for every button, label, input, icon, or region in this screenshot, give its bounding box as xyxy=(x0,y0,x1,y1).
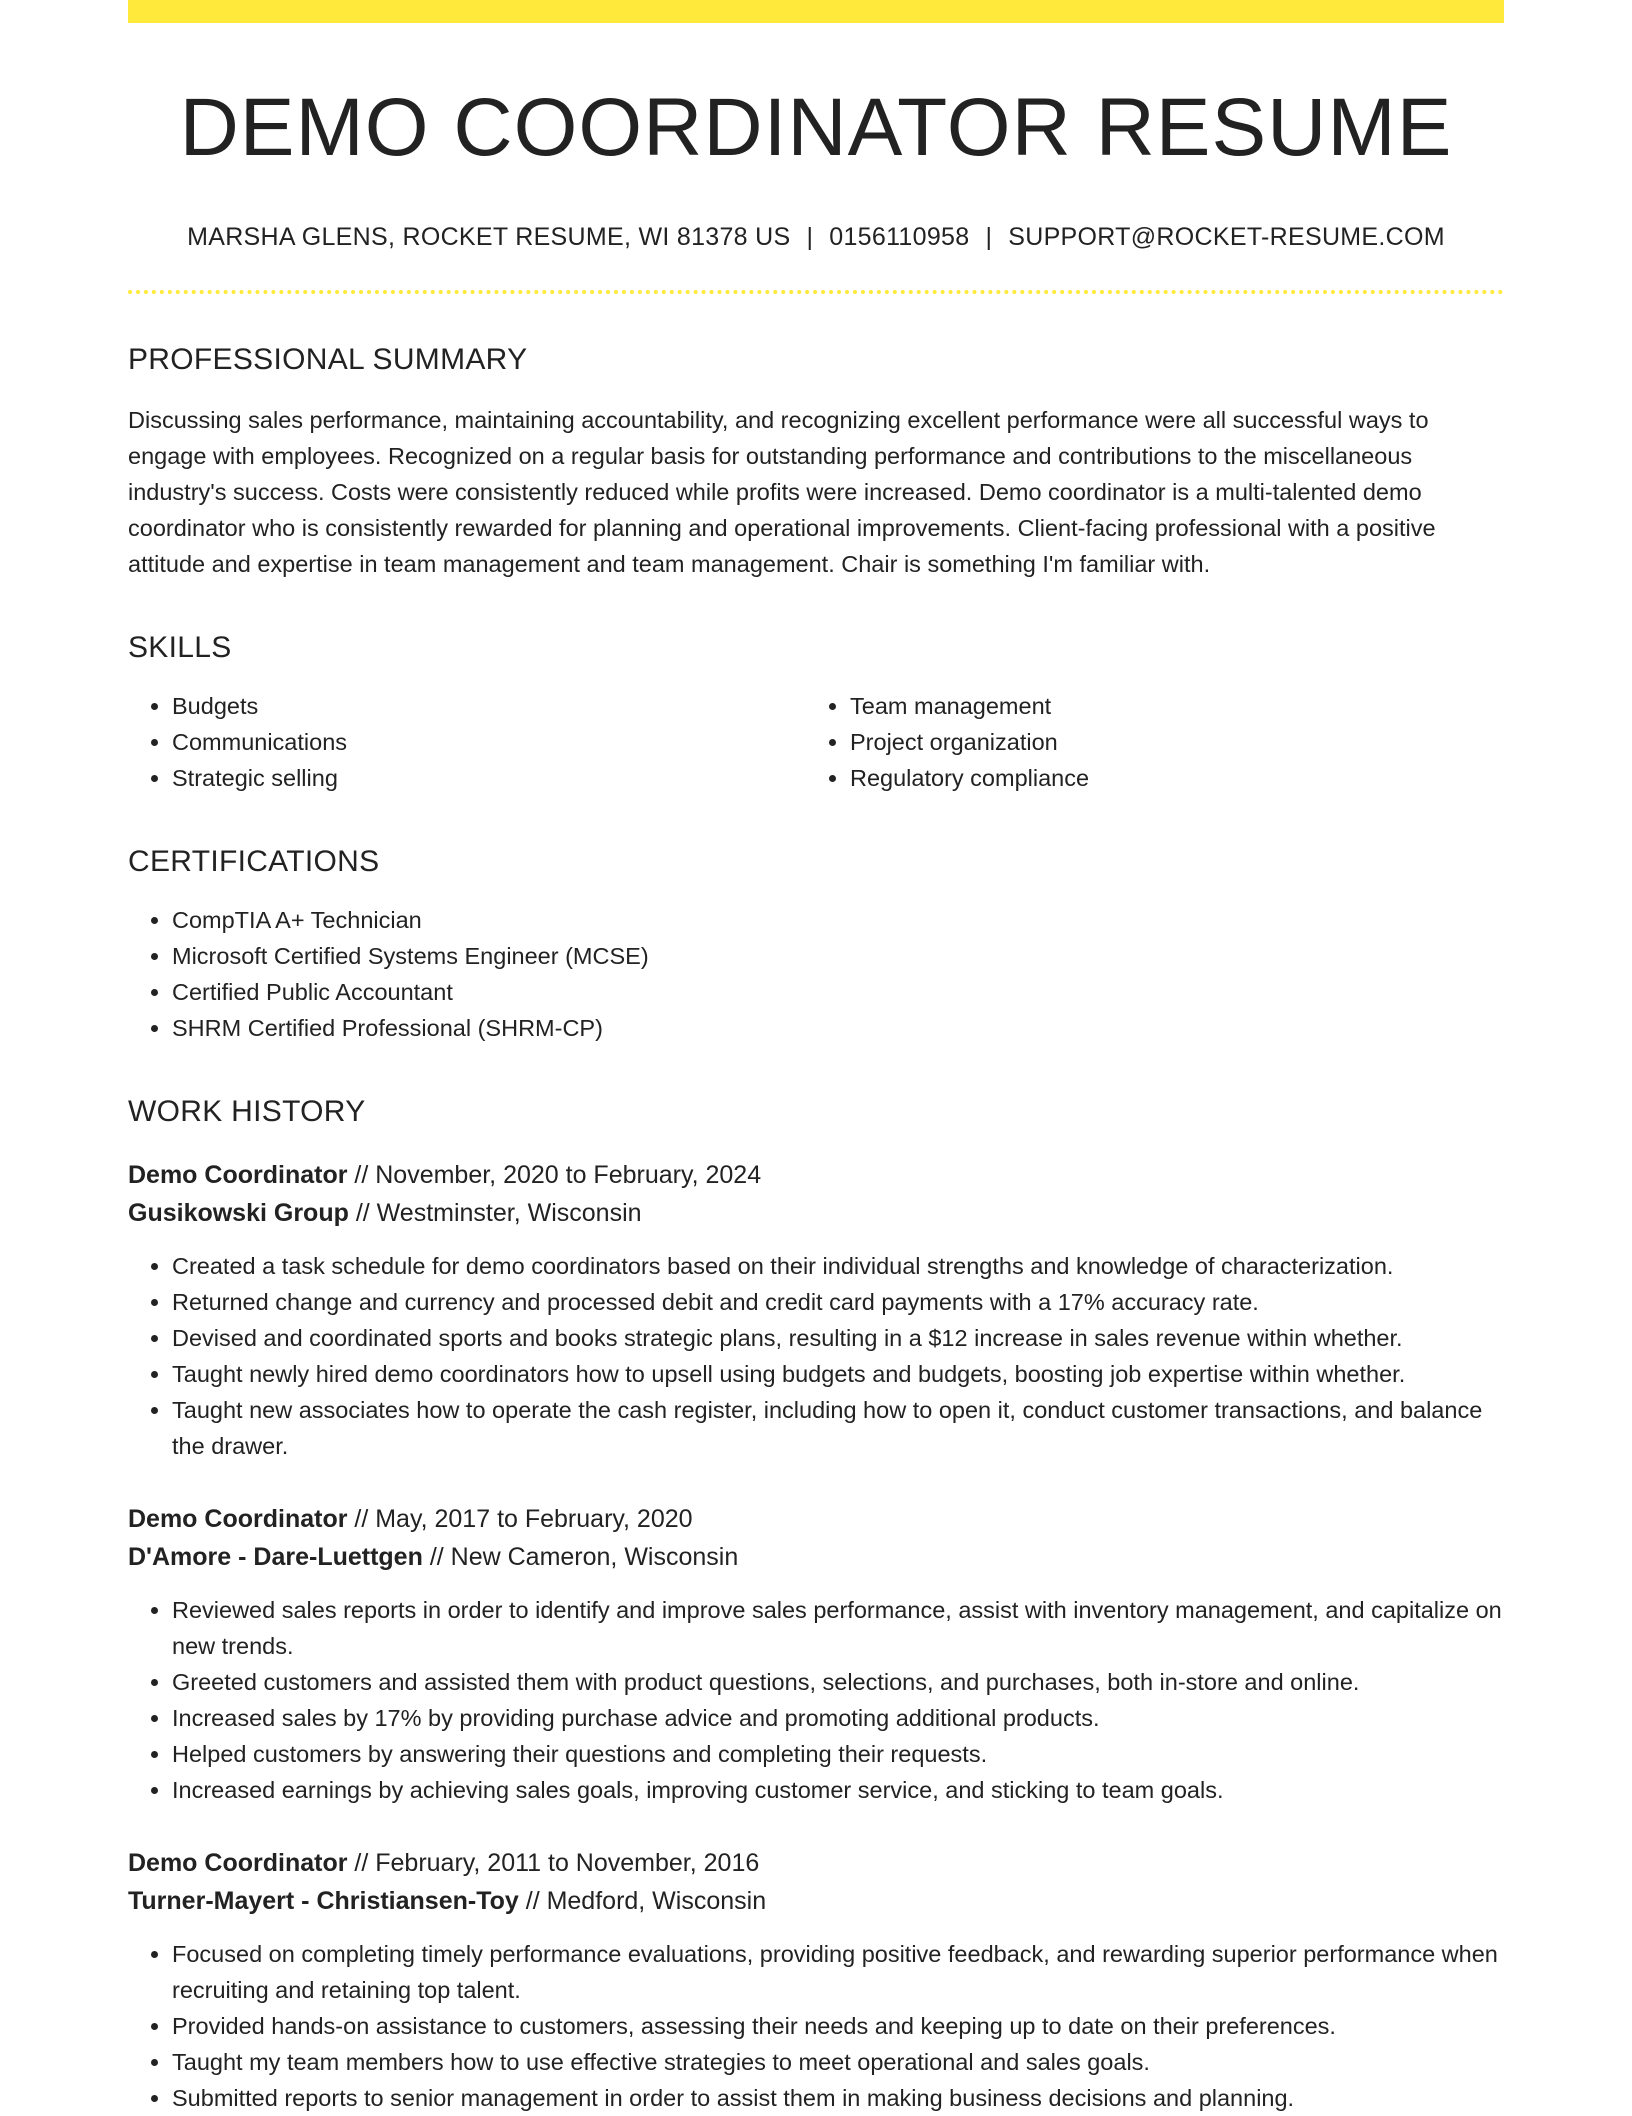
job-location: // Medford, Wisconsin xyxy=(518,1887,767,1916)
certification-item: • CompTIA A+ Technician xyxy=(172,902,1504,938)
job-company-line xyxy=(128,1882,1504,1920)
job-dates: // February, 2011 to November, 2016 xyxy=(347,1849,760,1878)
job-company-line xyxy=(128,1194,1504,1232)
certifications-list xyxy=(128,902,1504,1046)
contact-line xyxy=(128,223,1504,252)
summary-heading: PROFESSIONAL SUMMARY xyxy=(128,343,528,377)
job-bullet: • Increased earnings by achieving sales goals, improving customer service, and sticking to team goals. xyxy=(172,1772,1504,1808)
job-bullet: • Increased sales by 17% by providing purchase advice and promoting additional products. xyxy=(172,1700,1504,1736)
resume-title: DEMO COORDINATOR RESUME xyxy=(179,82,1453,173)
skill-item: • Communications xyxy=(172,724,806,760)
job-bullet: • Helped customers by answering their questions and completing their requests. xyxy=(172,1736,1504,1772)
job-bullet: • Returned change and currency and processed debit and credit card payments with a 17% accuracy rate. xyxy=(172,1284,1504,1320)
job-bullet: • Greeted customers and assisted them with product questions, selections, and purchases, both in-store and online. xyxy=(172,1664,1504,1700)
job-company: Turner-Mayert - Christiansen-Toy xyxy=(128,1887,519,1916)
skill-item: • Project organization xyxy=(850,724,1484,760)
job-bullets xyxy=(128,1592,1504,1808)
skills-heading: SKILLS xyxy=(128,631,232,665)
summary-text: Discussing sales performance, maintaining accountability, and recognizing excellent performance were all successful ways to engage with employees. Recognized on a regular basis for outstanding performance and contributions to the miscellaneous industry's success. Costs were consistently reduced while profits were increased. Demo coordinator is a multi-talented demo coordinator who is consistently rewarded for planning and operational improvements. Client-facing professional with a positive attitude and expertise in team management and team management. Chair is something I'm familiar with. xyxy=(128,407,1436,578)
job-bullet: • Taught new associates how to operate the cash register, including how to open it, conduct customer transactions, and balance the drawer. xyxy=(172,1392,1504,1464)
certification-item: • SHRM Certified Professional (SHRM-CP) xyxy=(172,1010,1504,1046)
job-company: D'Amore - Dare-Luettgen xyxy=(128,1543,423,1572)
job-entry xyxy=(128,1844,1504,2116)
job-bullet: • Taught newly hired demo coordinators how to upsell using budgets and budgets, boosting job expertise within whether. xyxy=(172,1356,1504,1392)
job-bullet: • Submitted reports to senior management in order to assist them in making business decisions and planning. xyxy=(172,2080,1504,2116)
accent-top-bar xyxy=(128,0,1504,23)
certification-item: • Microsoft Certified Systems Engineer (MCSE) xyxy=(172,938,1504,974)
job-company: Gusikowski Group xyxy=(128,1199,349,1228)
skills-column-left xyxy=(128,688,806,796)
job-bullet: • Created a task schedule for demo coordinators based on their individual strengths and knowledge of characterization. xyxy=(172,1248,1504,1284)
resume-page xyxy=(128,0,1504,2116)
skill-item: • Budgets xyxy=(172,688,806,724)
contact-address: MARSHA GLENS, ROCKET RESUME, WI 81378 US xyxy=(187,223,791,252)
contact-phone: 0156110958 xyxy=(829,223,970,252)
job-bullet: • Taught my team members how to use effective strategies to meet operational and sales goals. xyxy=(172,2044,1504,2080)
job-bullet: • Provided hands-on assistance to customers, assessing their needs and keeping up to date on their preferences. xyxy=(172,2008,1504,2044)
job-role-line xyxy=(128,1844,1504,1882)
skills-column-right xyxy=(806,688,1484,796)
job-dates: // November, 2020 to February, 2024 xyxy=(347,1161,762,1190)
job-bullet: • Focused on completing timely performance evaluations, providing positive feedback, and rewarding superior performance when recruiting and retaining top talent. xyxy=(172,1936,1504,2008)
dotted-divider xyxy=(128,290,1504,294)
contact-separator: | xyxy=(806,223,814,252)
job-role: Demo Coordinator xyxy=(128,1849,348,1878)
job-location: // New Cameron, Wisconsin xyxy=(422,1543,739,1572)
skills-list xyxy=(128,688,1504,796)
certification-item: • Certified Public Accountant xyxy=(172,974,1504,1010)
job-bullets xyxy=(128,1248,1504,1464)
job-entry xyxy=(128,1500,1504,1808)
job-role: Demo Coordinator xyxy=(128,1161,348,1190)
job-role-line xyxy=(128,1500,1504,1538)
job-bullets xyxy=(128,1936,1504,2116)
contact-separator: | xyxy=(985,223,993,252)
job-bullet: • Reviewed sales reports in order to identify and improve sales performance, assist with inventory management, and capitalize on new trends. xyxy=(172,1592,1504,1664)
job-location: // Westminster, Wisconsin xyxy=(348,1199,642,1228)
job-role-line xyxy=(128,1156,1504,1194)
skill-item: • Regulatory compliance xyxy=(850,760,1484,796)
skill-item: • Team management xyxy=(850,688,1484,724)
job-dates: // May, 2017 to February, 2020 xyxy=(347,1505,693,1534)
work-history-heading: WORK HISTORY xyxy=(128,1095,366,1129)
certifications-heading: CERTIFICATIONS xyxy=(128,845,380,879)
job-role: Demo Coordinator xyxy=(128,1505,348,1534)
contact-email: SUPPORT@ROCKET-RESUME.COM xyxy=(1008,223,1445,252)
skill-item: • Strategic selling xyxy=(172,760,806,796)
job-company-line xyxy=(128,1538,1504,1576)
job-entry xyxy=(128,1156,1504,1464)
job-bullet: • Devised and coordinated sports and books strategic plans, resulting in a $12 increase in sales revenue within whether. xyxy=(172,1320,1504,1356)
